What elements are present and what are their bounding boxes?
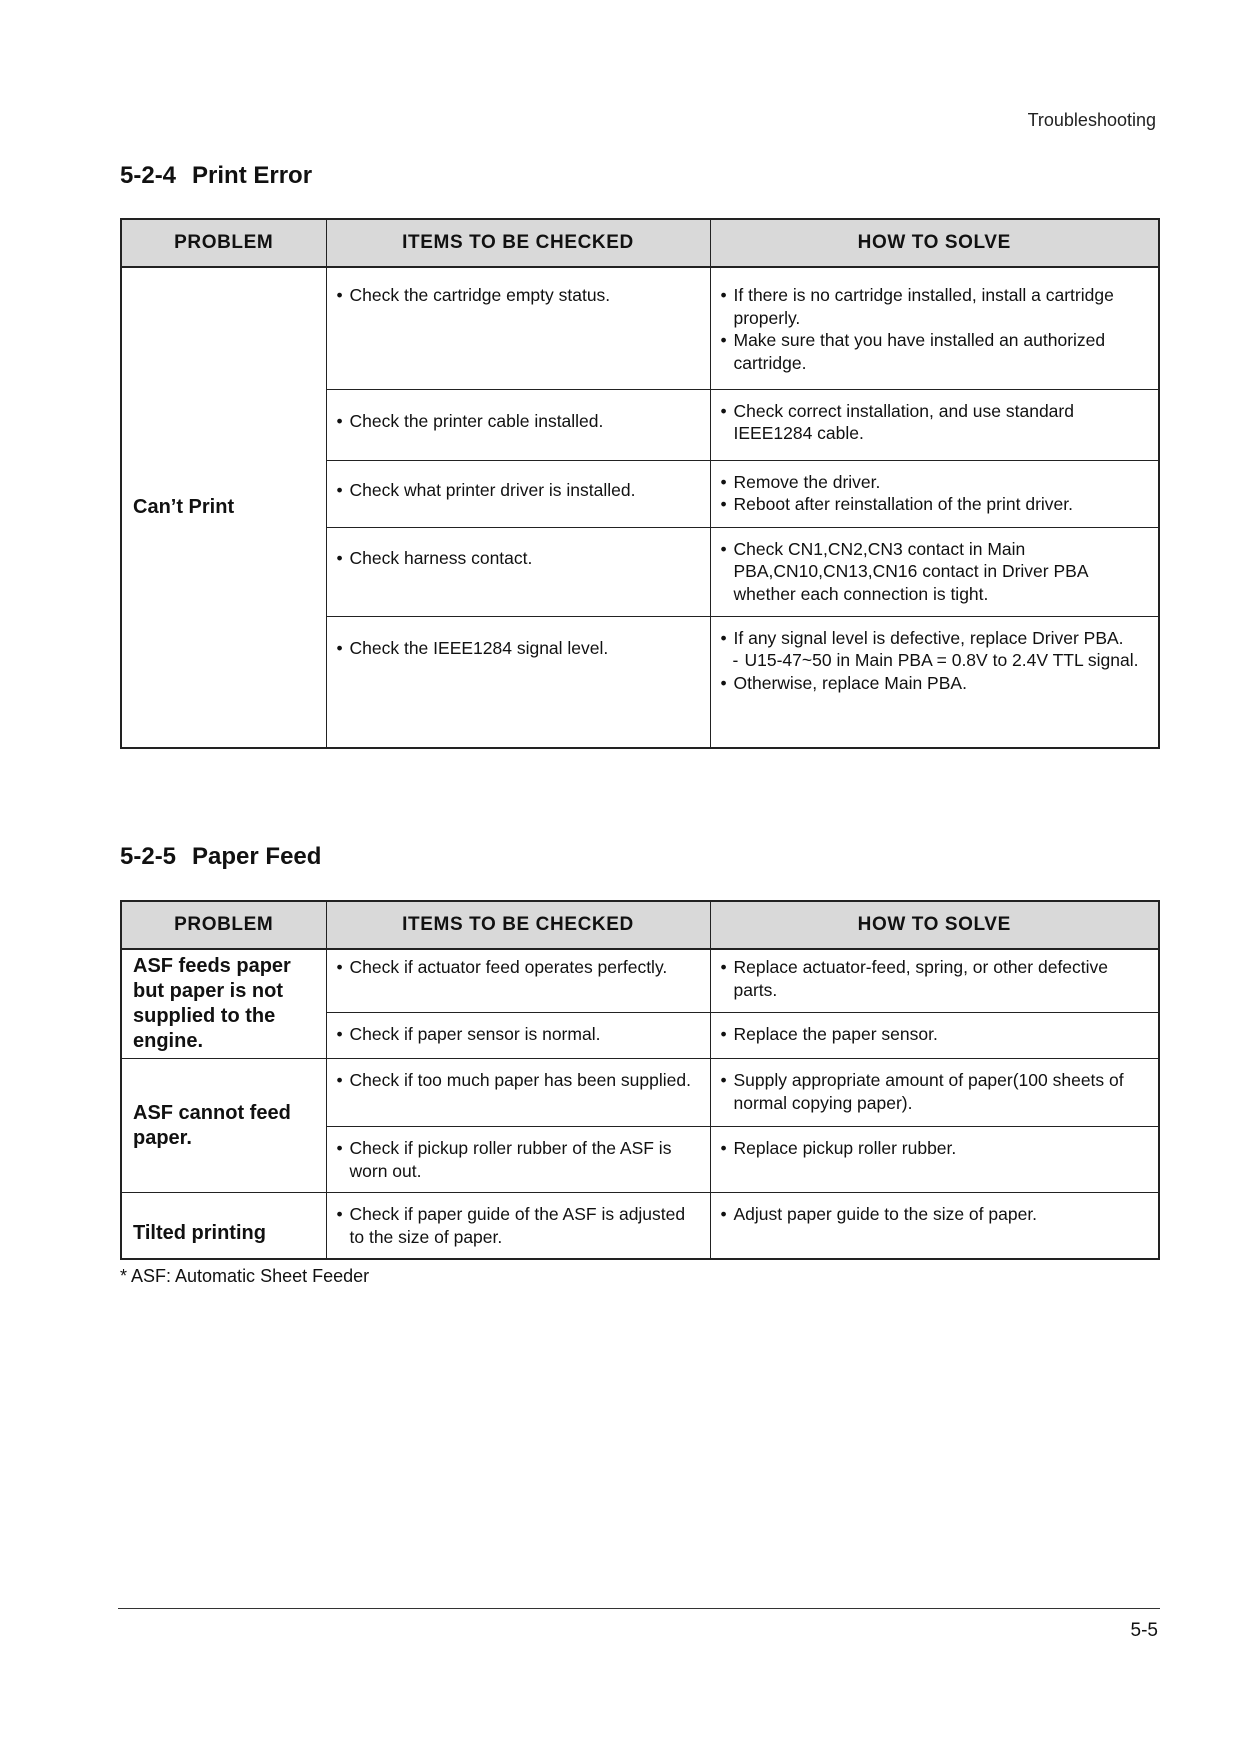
problem-cell: ASF feeds paper but paper is not supplied to the engine.	[121, 949, 326, 1059]
check-item: • Check if actuator feed operates perfectly.	[337, 956, 700, 979]
check-cell	[326, 389, 710, 460]
solve-item: • Replace the paper sensor.	[721, 1023, 1149, 1046]
solve-item: • Check CN1,CN2,CN3 contact in Main PBA,CN10,CN13,CN16 contact in Driver PBA whether each connection is tight.	[721, 538, 1149, 606]
check-cell	[326, 460, 710, 527]
problem-cell: Tilted printing	[121, 1193, 326, 1260]
column-header-problem: PROBLEM	[121, 219, 326, 267]
solve-cell	[710, 389, 1159, 460]
column-header-items: ITEMS TO BE CHECKED	[326, 219, 710, 267]
check-cell	[326, 949, 710, 1012]
column-header-solve: HOW TO SOLVE	[710, 901, 1159, 949]
check-cell	[326, 1012, 710, 1058]
check-item: • Check if too much paper has been supplied.	[337, 1069, 700, 1092]
check-item: • Check the cartridge empty status.	[337, 284, 700, 307]
solve-cell	[710, 1193, 1159, 1260]
solve-cell	[710, 267, 1159, 389]
section-heading: Print Error	[192, 162, 313, 189]
solve-item: • Make sure that you have installed an authorized cartridge.	[721, 329, 1149, 374]
table-row	[121, 267, 1159, 389]
column-header-items: ITEMS TO BE CHECKED	[326, 901, 710, 949]
solve-item: • Remove the driver.	[721, 471, 1149, 494]
solve-item: • Supply appropriate amount of paper(100 sheets of normal copying paper).	[721, 1069, 1149, 1114]
footer-rule	[118, 1608, 1160, 1609]
table-row	[121, 1059, 1159, 1127]
problem-cell: Can’t Print	[121, 267, 326, 748]
table-header-row	[121, 219, 1159, 267]
table-header-row	[121, 901, 1159, 949]
check-item: • Check if paper guide of the ASF is adjusted to the size of paper.	[337, 1203, 700, 1248]
solve-item: • Adjust paper guide to the size of paper.	[721, 1203, 1149, 1226]
check-cell	[326, 1059, 710, 1127]
solve-item: • If any signal level is defective, replace Driver PBA.	[721, 627, 1149, 650]
solve-cell	[710, 1127, 1159, 1193]
print-error-table	[120, 218, 1160, 749]
solve-sub-item: - U15-47~50 in Main PBA = 0.8V to 2.4V TTL signal.	[721, 649, 1149, 672]
check-item: • Check the printer cable installed.	[337, 410, 700, 433]
section-number: 5-2-4	[120, 162, 177, 189]
solve-cell	[710, 616, 1159, 748]
section-title-paper-feed	[120, 843, 321, 871]
column-header-problem: PROBLEM	[121, 901, 326, 949]
column-header-solve: HOW TO SOLVE	[710, 219, 1159, 267]
running-header: Troubleshooting	[1027, 110, 1156, 130]
check-cell	[326, 1127, 710, 1193]
section-number: 5-2-5	[120, 843, 177, 870]
check-cell	[326, 616, 710, 748]
solve-item: • Replace pickup roller rubber.	[721, 1137, 1149, 1160]
solve-cell	[710, 527, 1159, 616]
check-item: • Check if paper sensor is normal.	[337, 1023, 700, 1046]
check-cell	[326, 1193, 710, 1260]
problem-cell: ASF cannot feed paper.	[121, 1059, 326, 1193]
solve-item: • Otherwise, replace Main PBA.	[721, 672, 1149, 695]
solve-cell	[710, 1059, 1159, 1127]
solve-cell	[710, 1012, 1159, 1058]
check-item: • Check the IEEE1284 signal level.	[337, 637, 700, 660]
table-row	[121, 949, 1159, 1012]
check-cell	[326, 527, 710, 616]
solve-item: • If there is no cartridge installed, install a cartridge properly.	[721, 284, 1149, 329]
solve-cell	[710, 460, 1159, 527]
check-item: • Check if pickup roller rubber of the ASF is worn out.	[337, 1137, 700, 1182]
section-title-print-error	[120, 162, 312, 190]
paper-feed-table	[120, 900, 1160, 1260]
check-item: • Check harness contact.	[337, 547, 700, 570]
section-heading: Paper Feed	[192, 843, 322, 870]
page-number: 5-5	[1130, 1620, 1158, 1641]
solve-item: • Check correct installation, and use standard IEEE1284 cable.	[721, 400, 1149, 445]
solve-cell	[710, 949, 1159, 1012]
footnote: * ASF: Automatic Sheet Feeder	[120, 1266, 370, 1286]
table-row	[121, 1193, 1159, 1260]
solve-item: • Reboot after reinstallation of the print driver.	[721, 493, 1149, 516]
check-cell	[326, 267, 710, 389]
solve-item: • Replace actuator-feed, spring, or other defective parts.	[721, 956, 1149, 1001]
check-item: • Check what printer driver is installed.	[337, 479, 700, 502]
